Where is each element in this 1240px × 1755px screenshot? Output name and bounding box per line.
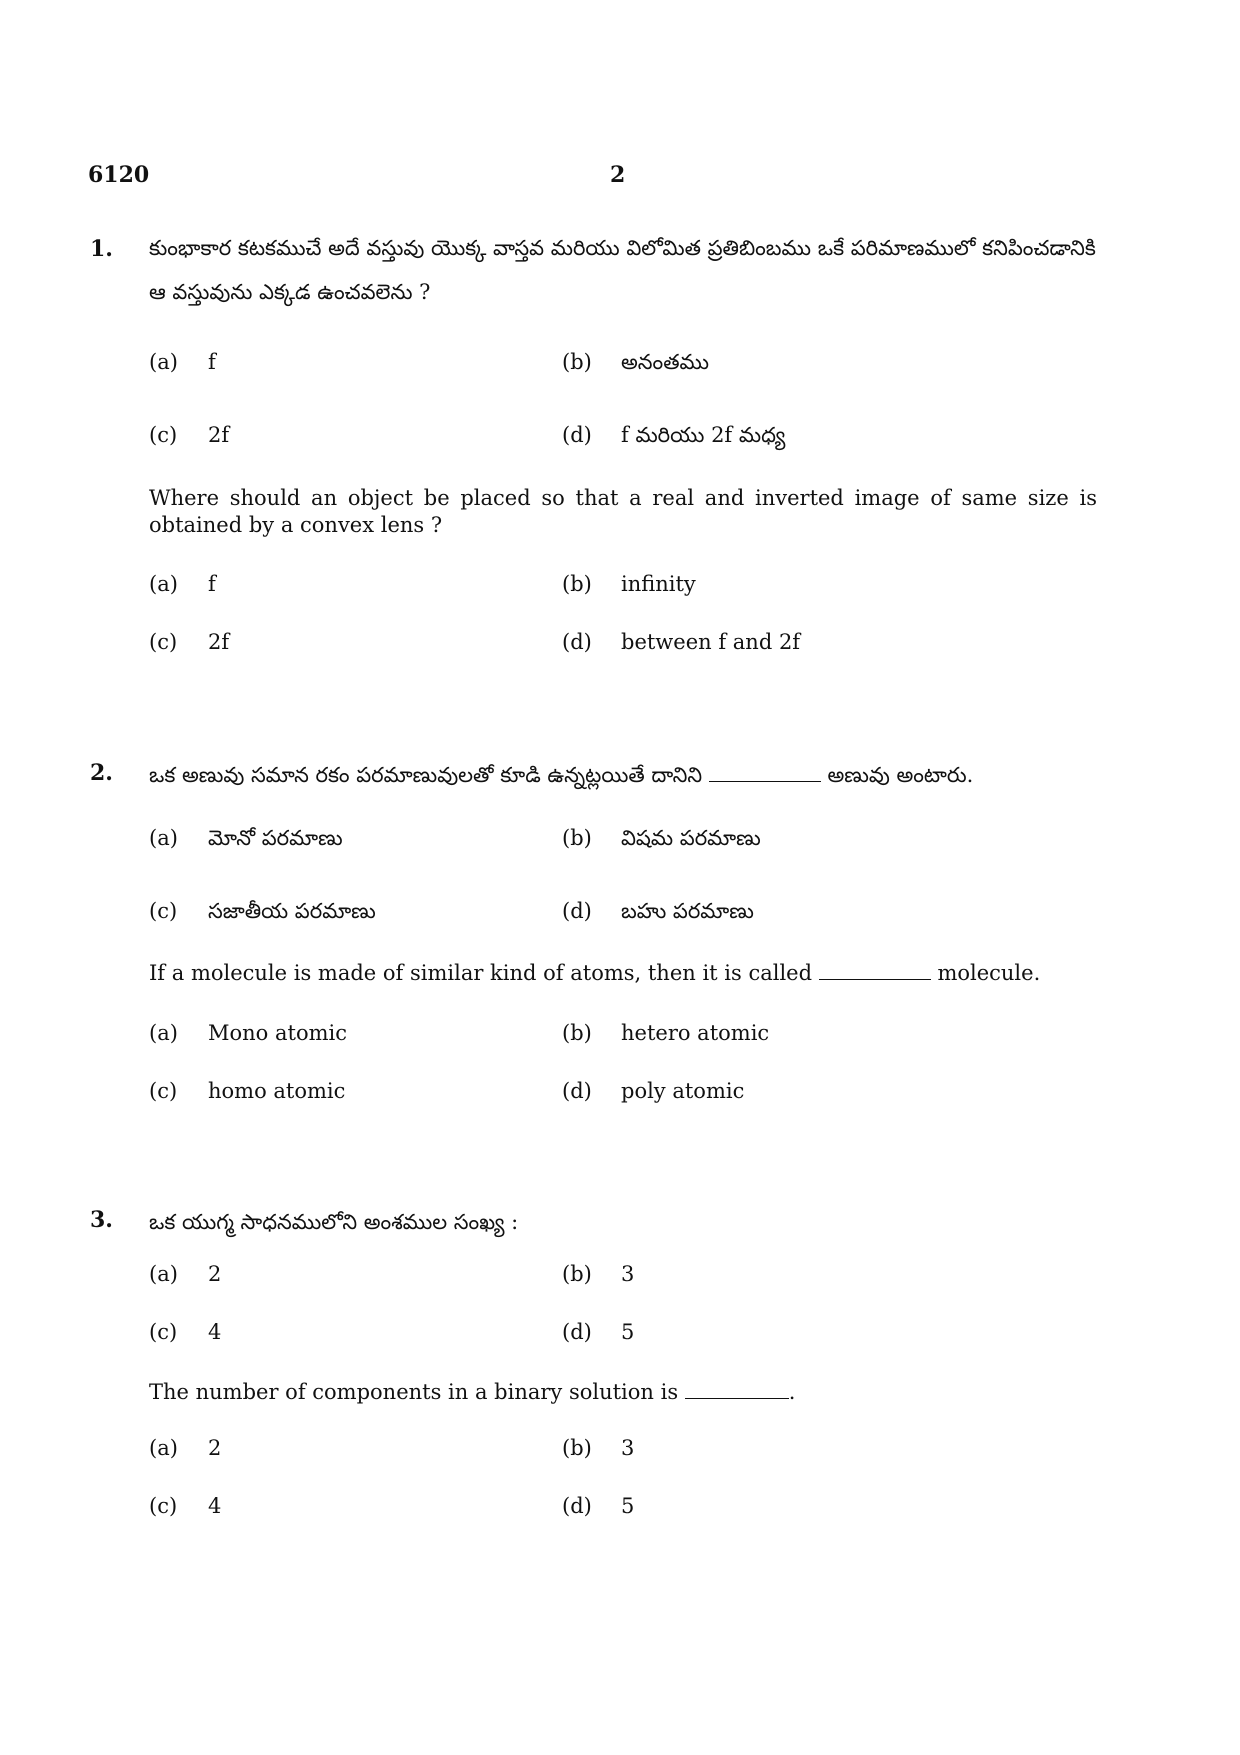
option-text: 2 [208,1436,222,1460]
option-c [149,1320,221,1344]
option-label: (d) [562,1079,592,1103]
option-text: f [208,350,216,374]
option-label: (c) [149,423,178,447]
option-a [149,1021,347,1045]
option-c [149,899,376,929]
stem-text: If a molecule is made of similar kind of atoms, then it is called [149,961,813,985]
option-label: (b) [562,1262,592,1286]
option-label: (c) [149,1494,178,1518]
option-c [149,1494,221,1518]
option-label: (d) [562,1494,592,1518]
option-c [149,1079,345,1103]
option-text: 2 [208,1262,222,1286]
question-stem-english [149,1379,1097,1406]
option-label: (b) [562,1021,592,1045]
question-number: 1. [90,236,113,262]
option-label: (a) [149,350,178,374]
question-stem-telugu: కుంభాకార కటకముచే అదే వస్తువు యొక్క వాస్తవ మరియు విలోమిత ప్రతిబింబము ఒకే పరిమాణములో కనిపించడానికి ఆ వస్తువును ఎక్కడ ఉంచవలెను ? [149,236,1096,304]
option-text: f [208,572,216,596]
option-a [149,826,343,856]
stem-text: molecule. [937,961,1041,985]
option-d [562,1079,744,1103]
option-text: 2f [208,423,230,447]
question-stem-telugu [149,753,1097,797]
option-text: మోనో పరమాణు [208,826,343,850]
option-a [149,1262,221,1286]
answer-blank [819,978,931,980]
page-number: 2 [610,162,626,188]
option-d [562,899,754,929]
option-d [562,423,785,453]
stem-text: ఒక అణువు సమాన రకం పరమాణువులతో కూడి ఉన్నట్లయితే దానిని [149,763,703,787]
question-number: 2. [90,760,113,786]
option-label: (a) [149,1436,178,1460]
option-label: (c) [149,1320,178,1344]
option-text: 5 [621,1494,635,1518]
option-a [149,1436,221,1460]
option-text: homo atomic [208,1079,346,1103]
option-a [149,572,216,596]
option-label: (c) [149,630,178,654]
option-text: 4 [208,1320,222,1344]
option-label: (c) [149,1079,178,1103]
option-b [562,1262,634,1286]
option-b [562,350,709,380]
question-stem-english [149,960,1097,987]
option-a [149,350,216,374]
option-label: (d) [562,899,592,923]
option-label: (b) [562,826,592,850]
option-label: (d) [562,630,592,654]
option-b [562,1021,769,1045]
option-text: అనంతము [621,350,710,374]
answer-blank [709,780,821,782]
option-label: (b) [562,572,592,596]
option-label: (a) [149,572,178,596]
option-b [562,572,696,596]
option-b [562,826,761,856]
option-label: (b) [562,350,592,374]
option-label: (b) [562,1436,592,1460]
question-number: 3. [90,1207,113,1233]
option-c [149,423,229,447]
option-label: (a) [149,1021,178,1045]
option-d [562,1494,634,1518]
option-text: Mono atomic [208,1021,347,1045]
option-text: విషమ పరమాణు [621,826,761,850]
option-text: poly atomic [621,1079,745,1103]
option-d [562,1320,634,1344]
option-text: 2f [208,630,230,654]
option-c [149,630,229,654]
option-text: infinity [621,572,696,596]
option-text: బహు పరమాణు [621,899,754,923]
option-text: 3 [621,1436,635,1460]
stem-text: . [788,1380,796,1404]
option-label: (a) [149,826,178,850]
option-text: సజాతీయ పరమాణు [208,899,376,923]
option-text: f మరియు 2f మధ్య [621,423,786,447]
option-text: between f and 2f [621,630,801,654]
question-stem-english: Where should an object be placed so that a real and inverted image of same size is obtained by a convex lens ? [149,486,1097,537]
paper-code: 6120 [88,162,150,188]
option-d [562,630,800,654]
option-label: (a) [149,1262,178,1286]
question-stem-telugu: ఒక యుగ్మ సాధనములోని అంశముల సంఖ్య : [149,1210,519,1234]
option-b [562,1436,634,1460]
option-label: (c) [149,899,178,923]
option-text: 4 [208,1494,222,1518]
stem-text: అణువు అంటారు. [827,763,974,787]
option-text: 5 [621,1320,635,1344]
option-text: 3 [621,1262,635,1286]
option-label: (d) [562,423,592,447]
answer-blank [685,1397,789,1399]
option-text: hetero atomic [621,1021,770,1045]
option-label: (d) [562,1320,592,1344]
stem-text: The number of components in a binary solution is [149,1380,679,1404]
